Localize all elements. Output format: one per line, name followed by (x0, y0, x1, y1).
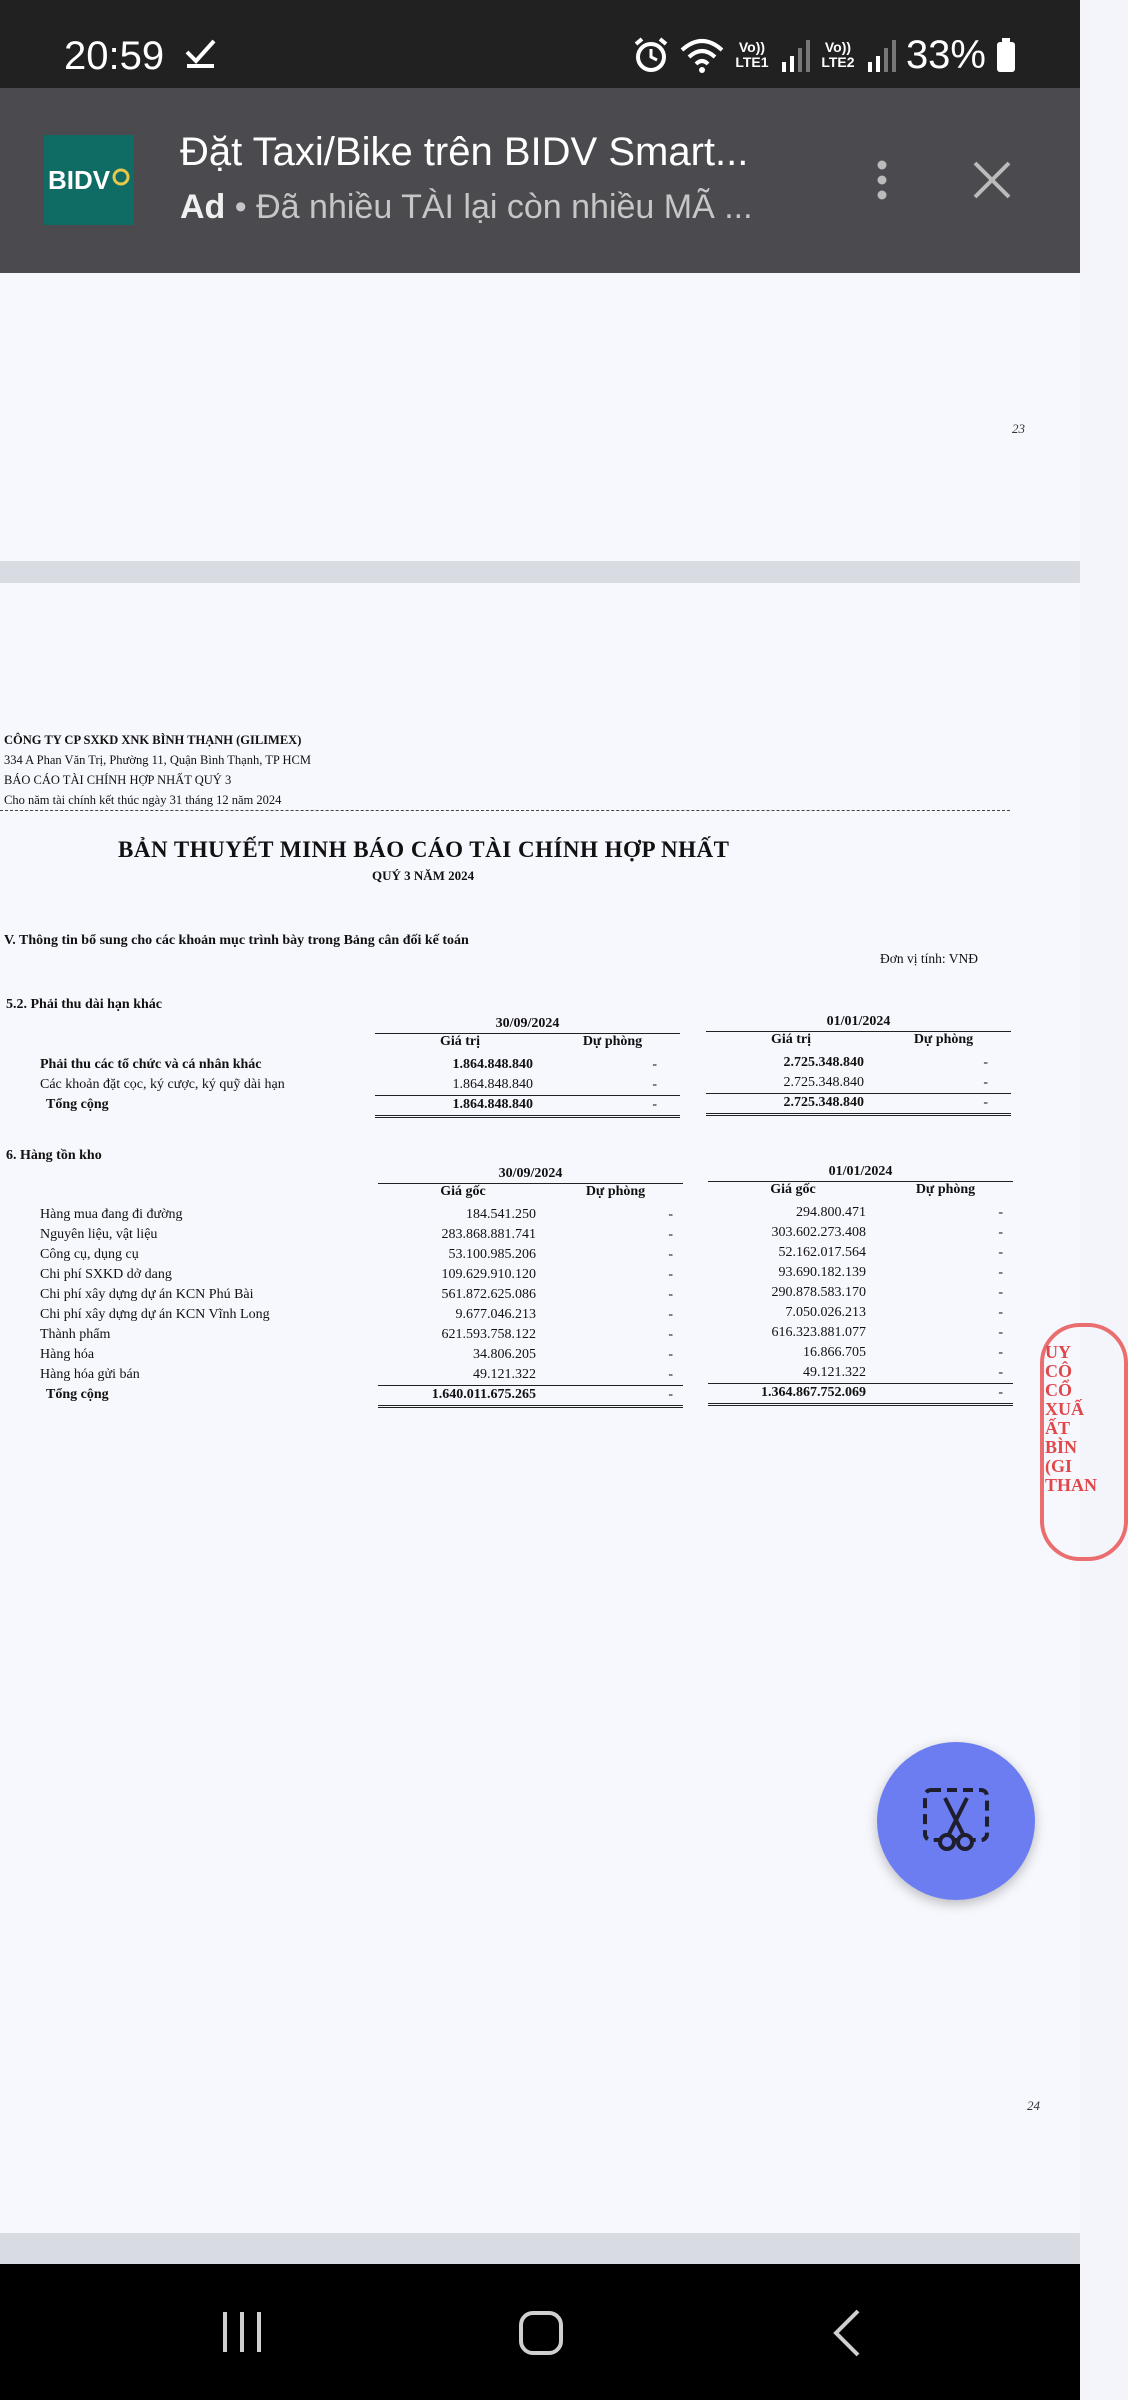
page-number-23: 23 (1012, 421, 1025, 436)
table-cell: 49.121.322 (803, 1365, 866, 1380)
table-cell: - (668, 1227, 673, 1242)
document-subtitle: QUÝ 3 NĂM 2024 (372, 868, 475, 883)
table-cell: 184.541.250 (466, 1207, 536, 1222)
table-row-label: Công cụ, dụng cụ (40, 1247, 139, 1262)
ad-badge: Ad (180, 188, 226, 226)
table-cell: 16.866.705 (803, 1345, 866, 1360)
document-page-24[interactable] (0, 583, 1098, 2233)
table-cell: 1.864.848.840 (452, 1057, 533, 1072)
table-cell: - (668, 1327, 673, 1342)
rule (706, 1113, 1011, 1116)
screen-capture-button[interactable] (877, 1742, 1035, 1900)
table-cell: - (668, 1347, 673, 1362)
table-cell: 303.602.273.408 (771, 1225, 866, 1240)
bidv-logo[interactable] (44, 135, 134, 225)
table-cell: - (998, 1365, 1003, 1380)
table-cell: - (668, 1367, 673, 1382)
table-cell: 34.806.205 (473, 1347, 536, 1362)
inventory-date2: 01/01/2024 (828, 1164, 893, 1179)
alarm-icon (632, 36, 670, 74)
inventory-heading: 6. Hàng tồn kho (6, 1148, 102, 1163)
table-cell: - (983, 1055, 988, 1070)
table-row-label: Các khoản đặt cọc, ký cược, ký quỹ dài hạn (40, 1077, 285, 1092)
table-cell: - (668, 1307, 673, 1322)
table-cell: 93.690.182.139 (778, 1265, 866, 1280)
table-cell: 52.162.017.564 (778, 1245, 866, 1260)
table-cell: 9.677.046.213 (455, 1307, 536, 1322)
table-cell: - (998, 1345, 1003, 1360)
table-cell: - (998, 1205, 1003, 1220)
company-stamp: UY CÔ CỔ XUẤ ẤT BÌN (GI THAN (1045, 1342, 1098, 1495)
table-cell: - (998, 1325, 1003, 1340)
page-divider-bottom (0, 2233, 1080, 2264)
ad-banner[interactable] (0, 88, 1080, 273)
document-page-23 (0, 273, 1080, 561)
inventory-date1: 30/09/2024 (498, 1166, 563, 1181)
status-bar (0, 0, 1080, 88)
status-time: 20:59 (64, 34, 165, 78)
table-cell: 621.593.758.122 (441, 1327, 536, 1342)
table-cell: - (998, 1305, 1003, 1320)
receivables-date2: 01/01/2024 (826, 1014, 891, 1029)
col-value-1: Giá trị (439, 1034, 481, 1049)
table-cell: - (668, 1207, 673, 1222)
rule (375, 1095, 680, 1096)
more-vert-icon[interactable] (876, 160, 888, 200)
rule (375, 1115, 680, 1118)
table-row-label: Chi phí SXKD dở dang (40, 1267, 172, 1282)
battery-icon (996, 38, 1016, 72)
ad-title[interactable]: Đặt Taxi/Bike trên BIDV Smart... (180, 130, 749, 174)
page-number-24: 24 (1027, 2098, 1040, 2113)
table-cell: - (983, 1075, 988, 1090)
signal-icon-2 (866, 38, 896, 72)
table-cell: - (668, 1267, 673, 1282)
table-row-label: Chi phí xây dựng dự án KCN Phú Bài (40, 1287, 254, 1302)
col-cost-1: Giá gốc (440, 1184, 486, 1199)
table-cell: - (998, 1245, 1003, 1260)
table-cell: - (998, 1265, 1003, 1280)
rule (706, 1093, 1011, 1094)
col-cost-2: Giá gốc (770, 1182, 816, 1197)
col-provision-4: Dự phòng (915, 1182, 976, 1197)
document-title: BẢN THUYẾT MINH BÁO CÁO TÀI CHÍNH HỢP NHẤT (118, 837, 730, 862)
sim1-label: Vo)) LTE1 (735, 39, 769, 70)
table-row-label: Hàng hóa (40, 1347, 95, 1362)
table-cell: - (668, 1247, 673, 1262)
table-cell: - (652, 1057, 657, 1072)
rule (708, 1403, 1013, 1406)
table-row-label: Nguyên liệu, vật liệu (40, 1227, 158, 1242)
status-icons (632, 30, 1016, 80)
table-cell: 561.872.625.086 (441, 1287, 536, 1302)
signal-icon-1 (780, 38, 810, 72)
company-address: 334 A Phan Văn Trị, Phường 11, Quận Bình Thạnh, TP HCM (4, 753, 311, 767)
table-cell: - (652, 1077, 657, 1092)
table-row-label: Thành phẩm (40, 1327, 111, 1342)
table-cell: - (998, 1225, 1003, 1240)
rule (378, 1405, 683, 1408)
table-cell: 2.725.348.840 (783, 1055, 864, 1070)
rule (708, 1383, 1013, 1384)
table-cell: - (998, 1385, 1003, 1400)
col-value-2: Giá trị (770, 1032, 812, 1047)
table-cell: 283.868.881.741 (441, 1227, 536, 1242)
table-cell: 616.323.881.077 (771, 1325, 866, 1340)
check-icon (184, 36, 218, 68)
col-provision-3: Dự phòng (585, 1184, 646, 1199)
receivables-heading: 5.2. Phải thu dài hạn khác (6, 997, 162, 1012)
company-name: CÔNG TY CP SXKD XNK BÌNH THẠNH (GILIMEX) (4, 733, 302, 747)
table-cell: - (668, 1387, 673, 1402)
table-row-label: Chi phí xây dựng dự án KCN Vĩnh Long (40, 1307, 270, 1322)
home-icon[interactable] (518, 2310, 564, 2356)
table-cell: 53.100.985.206 (448, 1247, 536, 1262)
rule (378, 1385, 683, 1386)
table-cell: 49.121.322 (473, 1367, 536, 1382)
table-cell: 1.640.011.675.265 (431, 1387, 536, 1402)
table-row-label: Phải thu các tổ chức và cá nhân khác (40, 1057, 262, 1072)
recent-apps-icon[interactable] (220, 2310, 264, 2354)
fiscal-year-note: Cho năm tài chính kết thúc ngày 31 tháng 12 năm 2024 (4, 793, 282, 807)
bidv-logo-text: BIDV (47, 164, 111, 195)
table-row-label: Hàng mua đang đi đường (40, 1207, 183, 1222)
section-v-heading: V. Thông tin bổ sung cho các khoản mục trình bày trong Bảng cân đối kế toán (4, 933, 469, 948)
battery-percent: 33% (905, 32, 986, 77)
table-cell: - (652, 1097, 657, 1112)
page-divider (0, 561, 1080, 583)
table-cell: 2.725.348.840 (783, 1095, 864, 1110)
table-row-label: Tổng cộng (46, 1097, 109, 1112)
table-cell: 1.864.848.840 (452, 1077, 533, 1092)
header-divider (0, 810, 1010, 811)
table-cell: 2.725.348.840 (783, 1075, 864, 1090)
table-cell: 7.050.026.213 (785, 1305, 866, 1320)
table-cell: 109.629.910.120 (441, 1267, 536, 1282)
sim2-label: Vo)) LTE2 (821, 39, 855, 70)
navigation-bar (0, 2264, 1080, 2400)
report-name: BÁO CÁO TÀI CHÍNH HỢP NHẤT QUÝ 3 (4, 773, 232, 787)
receivables-date1: 30/09/2024 (495, 1016, 560, 1031)
col-provision-2: Dự phòng (913, 1032, 974, 1047)
table-cell: 294.800.471 (796, 1205, 866, 1220)
bidv-flower-icon (112, 168, 130, 186)
col-provision-1: Dự phòng (582, 1034, 643, 1049)
table-cell: - (998, 1285, 1003, 1300)
table-row-label: Tổng cộng (46, 1387, 109, 1402)
table-cell: 1.864.848.840 (452, 1097, 533, 1112)
close-icon[interactable] (972, 160, 1012, 200)
back-icon[interactable] (830, 2308, 862, 2358)
wifi-icon (680, 36, 724, 74)
scissors-capture-icon (919, 1784, 993, 1858)
table-cell: - (668, 1287, 673, 1302)
table-cell: - (983, 1095, 988, 1110)
unit-label: Đơn vị tính: VNĐ (880, 951, 979, 966)
table-cell: 1.364.867.752.069 (761, 1385, 866, 1400)
ad-subtitle-row[interactable] (180, 188, 753, 227)
ad-subtitle: • Đã nhiều TÀI lại còn nhiều MÃ ... (234, 188, 753, 226)
table-cell: 290.878.583.170 (771, 1285, 866, 1300)
table-row-label: Hàng hóa gửi bán (40, 1367, 140, 1382)
